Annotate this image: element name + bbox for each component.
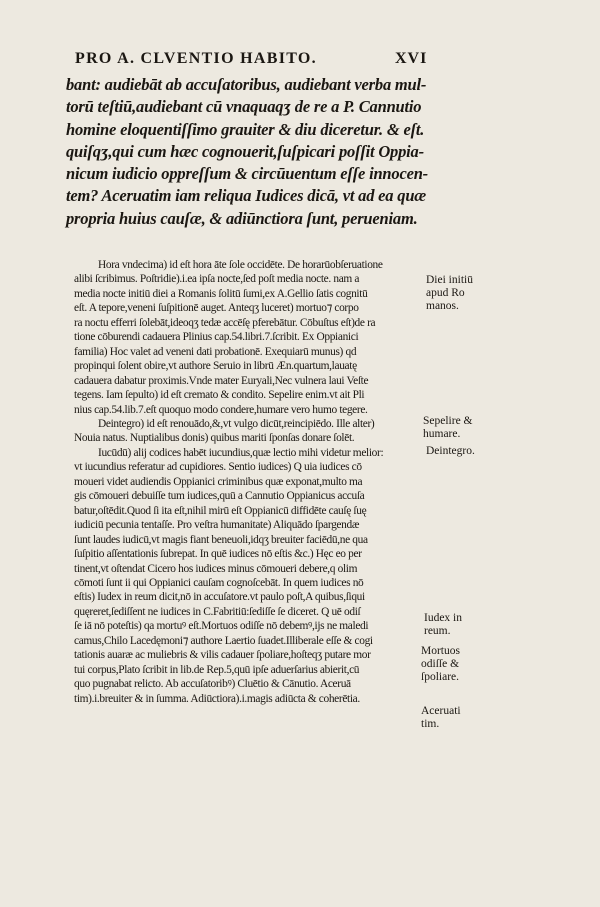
- commentary-line: tegens. Iam ſepulto) id eſt cremato & condito. Sepelire enim.vt ait Pli: [74, 389, 365, 402]
- commentary-line: tinent,vt oſtendat Cicero hos iudices minus cōmoueri debere,q olim: [74, 562, 358, 575]
- commentary-line: iudiciū pecunia tentaſſe. Pro veſtra humanitate) Aliquādo ſpargendæ: [74, 519, 360, 532]
- commentary-line: vt iucundius referatur ad cupidiores. Sentio iudices) Q uia iudices cō: [74, 461, 362, 474]
- margin-note-line: odiſſe &: [421, 658, 460, 670]
- margin-note-line: ſpoliare.: [421, 671, 459, 683]
- margin-note-line: Aceruati: [421, 705, 461, 717]
- commentary-line: batur,oſtēdit.Quod ſi ita eſt,nihil mirū eſt Oppianicū diffidēte cauſę ſuę: [74, 504, 367, 517]
- commentary-line: ſe iā nō poteſtis) qa mortuꝰ eſt.Mortuos odiſſe nō debemꝰ,ijs ne maledi: [74, 620, 369, 633]
- commentary-line: alibi ſcribimus. Poſtridie).i.ea ipſa nocte,ſed poſt media nocte. nam a: [74, 273, 360, 286]
- text-line: quiſqʒ,qui cum hæc cognouerit,ſuſpicari poſſit Oppia‑: [66, 141, 424, 161]
- commentary-line: media nocte initiū diei a Romanis ſolitū ſumi,ex A.Gellio ſatis cognitū: [74, 287, 368, 300]
- commentary-line: Nouia natus. Nuptialibus donis) quibus mariti ſponſas donare ſolēt.: [74, 432, 355, 445]
- text-line: homine eloquentiſſimo grauiter & diu diceretur. & eſt.: [66, 119, 425, 139]
- margin-note-line: humare.: [423, 428, 461, 440]
- commentary-line: Deintegro) id eſt renouādo,&,vt vulgo dicūt,reincipiēdo. Ille alter): [98, 417, 375, 430]
- commentary-line: gis cōmoueri debuiſſe tum iudices,quū a Cannutio Oppianicus accuſa: [74, 490, 365, 503]
- commentary-line: eſtis) Iudex in reum dicit,nō in accuſatore.vt paulo poſt,A quibus,ſiqui: [74, 591, 365, 604]
- margin-note-aceruatim: [421, 705, 461, 731]
- text-line: bant: audiebāt ab accuſatoribus, audiebant verba mul‑: [66, 75, 427, 94]
- commentary-line: nius cap.54.lib.7.eſt quoquo modo condere,humare vero humo tegere.: [74, 403, 368, 416]
- margin-note-line: reum.: [424, 625, 451, 637]
- commentary-line: moueri videt audiendis Oppianici criminibus quæ exponat,multo ma: [74, 475, 363, 488]
- commentary-line: tui corpus,Plato ſcribit in lib.de Rep.5,quū ipſe aduerſarius abierit,cū: [74, 663, 360, 676]
- commentary-line: ſunt laudes iudicū,vt magis fiant beneuoli,idqʒ breuiter faciēdū,ne qua: [74, 533, 368, 546]
- margin-note-line: Sepelire &: [423, 415, 473, 427]
- margin-note-deintegro: [426, 445, 475, 458]
- margin-note-line: apud Ro: [426, 287, 465, 299]
- commentary-line: ra noctu efferri ſolebāt,ideoqʒ tedæ accēſę pferebātur. Cōbuſtus eſt)de ra: [74, 316, 376, 329]
- commentary-line: quęreret,ſediſſent ne iudices in C.Fabritiū:ſediſſe ſe diceret. Q uē odiſ: [74, 605, 361, 618]
- commentary-block: [74, 258, 424, 706]
- margin-note-line: Deintegro.: [426, 445, 475, 457]
- page-header: [75, 50, 435, 68]
- commentary-line: camus,Chilo Lacedęmoni⁊ authore Laertio ſuadet.Illiberale eſſe & cogi: [74, 634, 373, 647]
- commentary-line: tationis auaræ ac muliebris & vilis cadauer ſpoliare,hoſteqʒ putare mor: [74, 649, 371, 662]
- text-line: nicum iudicio oppreſſum & circūuentum eſſe innocen‑: [66, 164, 428, 184]
- commentary-line: eſt. A tepore,veneni ſuſpitionē auget. Anteqʒ luceret) mortuo⁊ corpo: [74, 302, 359, 315]
- margin-note-iudex: [424, 612, 462, 638]
- text-line: torū teſtiū,audiebant cū vnaquaqʒ de re a P. Cannutio: [66, 97, 422, 117]
- margin-note-line: Diei initiū: [426, 274, 473, 286]
- margin-note-sepelire: [423, 415, 473, 441]
- commentary-line: Iucūdū) alij codices habēt iucundius,quæ lectio mihi videtur melior:: [98, 446, 384, 459]
- commentary-line: cadauera dabatur proximis.Vnde mater Euryali,Nec vulnera laui Veſte: [74, 374, 369, 387]
- commentary-line: tim).i.breuiter & in ſumma. Adiūctiora).i.magis adiūcta & coherētia.: [74, 692, 360, 705]
- commentary-line: familia) Hoc valet ad veneni dati probationē. Exequiarū munus) qd: [74, 345, 357, 358]
- margin-note-line: Iudex in: [424, 612, 463, 624]
- text-line: tem? Aceruatim iam reliqua Iudices dicā, vt ad ea quæ: [66, 186, 427, 206]
- commentary-line: cōmoti ſunt ii qui Oppianici cauſam cognoſcebāt. In quem iudices nō: [74, 576, 364, 589]
- commentary-line: Hora vndecima) id eſt hora āte ſole occidēte. De horarūobſeruatione: [98, 259, 383, 271]
- commentary-line: tione cōburendi cadauera Plinius cap.54.libri.7.ſcribit. Ex Oppianici: [74, 331, 359, 344]
- main-text-block: [66, 74, 426, 230]
- margin-note-mortuos: [421, 645, 460, 684]
- commentary-line: ſuſpitio aſſentationis ſubrepat. In quē iudices nō eſtis &c.) Hęc eo per: [74, 548, 362, 561]
- commentary-line: propinqui ſolent obire,vt authore Seruio in librū Æn.quartum,lauatę: [74, 360, 357, 373]
- margin-note-diei-initium: [426, 274, 473, 313]
- folio-number: XVI: [395, 50, 428, 67]
- commentary-line: quo pugnabat relicto. Ab accuſatoribꝰ) Cluētio & Cānutio. Aceruā: [74, 678, 351, 691]
- margin-note-line: tim.: [421, 718, 440, 730]
- margin-note-line: Mortuos: [421, 645, 460, 657]
- running-head: PRO A. CLVENTIO HABITO.: [75, 50, 317, 67]
- text-line: propria huius cauſæ, & adiūnctiora ſunt, perueniam.: [66, 208, 418, 228]
- margin-note-line: manos.: [426, 300, 459, 312]
